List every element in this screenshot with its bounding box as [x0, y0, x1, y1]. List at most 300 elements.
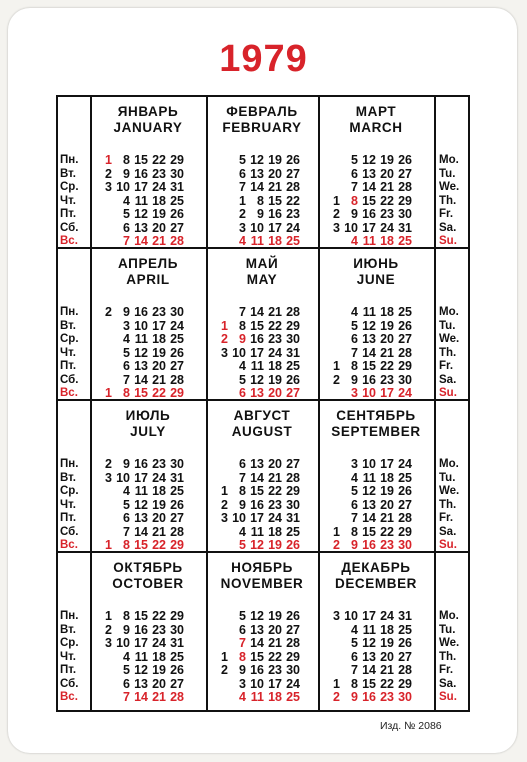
week-row [94, 347, 184, 361]
day-number: 20 [152, 359, 166, 373]
day-number: 1 [105, 609, 112, 623]
weekday-label: Mo. [439, 306, 459, 318]
day-number: 8 [351, 193, 358, 208]
day-number: 10 [250, 220, 264, 235]
day-number: 2 [333, 690, 340, 704]
day-number: 14 [362, 345, 376, 360]
week-row [322, 333, 412, 347]
day-number: 18 [380, 470, 394, 485]
day-number: 15 [362, 193, 376, 208]
day-number: 4 [123, 332, 130, 346]
day-number: 24 [398, 386, 412, 400]
day-number: 11 [362, 234, 376, 248]
day-number: 21 [380, 180, 394, 194]
day-number: 13 [134, 511, 148, 525]
day-number: 7 [123, 234, 130, 248]
day-number: 3 [221, 345, 228, 360]
day-number: 30 [170, 622, 184, 637]
day-number: 11 [250, 524, 264, 539]
day-number: 5 [123, 663, 130, 677]
month-name-en: SEPTEMBER [331, 424, 421, 439]
day-number: 16 [250, 332, 264, 346]
day-number: 18 [268, 690, 282, 704]
day-number: 25 [398, 305, 412, 319]
day-number: 15 [250, 484, 264, 498]
day-number: 22 [286, 193, 300, 208]
day-number: 30 [170, 166, 184, 181]
day-number: 25 [398, 622, 412, 637]
day-number: 19 [152, 345, 166, 360]
day-number: 8 [123, 538, 130, 552]
day-number: 14 [362, 663, 376, 677]
weekday-label: We. [439, 181, 460, 193]
day-number: 29 [398, 676, 412, 691]
day-number: 14 [134, 234, 148, 248]
day-number: 17 [152, 318, 166, 333]
month-name-ru: ИЮЛЬ [125, 408, 171, 423]
week-row [94, 678, 184, 692]
day-number: 3 [351, 386, 358, 400]
day-number: 19 [380, 153, 394, 167]
week-row [210, 374, 300, 388]
day-number: 13 [250, 457, 264, 471]
empty-cell [322, 181, 340, 195]
day-number: 24 [268, 345, 282, 360]
day-number: 29 [398, 193, 412, 208]
day-number: 19 [380, 318, 394, 333]
day-number: 7 [351, 345, 358, 360]
day-number: 4 [123, 649, 130, 664]
week-row [210, 181, 300, 195]
empty-cell [322, 320, 340, 334]
week-row [94, 168, 184, 182]
weekday-label: Ср. [60, 333, 79, 345]
week-row [94, 691, 184, 705]
week-row [210, 499, 300, 513]
day-number: 26 [286, 153, 300, 167]
week-row [322, 168, 412, 182]
day-number: 30 [170, 457, 184, 471]
week-row [210, 347, 300, 361]
day-number: 22 [152, 538, 166, 552]
day-number: 9 [239, 497, 246, 512]
weekday-label: Fr. [439, 360, 454, 372]
day-number: 18 [268, 524, 282, 539]
day-number: 29 [286, 484, 300, 498]
weekday-label: Fr. [439, 512, 454, 524]
day-number: 31 [170, 180, 184, 194]
day-number: 15 [134, 538, 148, 552]
day-number: 11 [362, 470, 376, 485]
day-number: 18 [152, 332, 166, 346]
day-number: 8 [351, 676, 358, 691]
week-row [322, 526, 412, 540]
week-row [322, 154, 412, 168]
day-number: 2 [105, 166, 112, 181]
day-number: 17 [250, 511, 264, 525]
weekday-labels-ru [60, 154, 105, 249]
weekday-label: Ср. [60, 485, 79, 497]
day-number: 14 [362, 511, 376, 525]
day-number: 31 [398, 220, 412, 235]
day-number: 21 [152, 234, 166, 248]
day-number: 25 [286, 690, 300, 704]
week-row [94, 485, 184, 499]
day-number: 12 [250, 538, 264, 552]
day-number: 28 [398, 180, 412, 194]
weekday-labels-en [439, 610, 484, 705]
day-number: 2 [105, 305, 112, 319]
weekday-label: Sa. [439, 677, 457, 690]
day-number: 11 [134, 649, 148, 664]
week-row [322, 664, 412, 678]
day-number: 4 [123, 193, 130, 208]
week-row [94, 624, 184, 638]
day-number: 27 [286, 166, 300, 181]
day-number: 17 [250, 345, 264, 360]
weekday-label: Чт. [60, 194, 76, 207]
day-number: 26 [170, 497, 184, 512]
empty-cell [322, 154, 340, 168]
day-number: 10 [362, 457, 376, 471]
day-number: 9 [351, 538, 358, 552]
day-number: 14 [250, 180, 264, 194]
month-header-october [90, 551, 206, 603]
day-number: 29 [286, 649, 300, 664]
day-number: 23 [286, 207, 300, 221]
week-row [322, 320, 412, 334]
day-number: 4 [239, 234, 246, 248]
day-number: 17 [134, 636, 148, 650]
day-number: 5 [239, 538, 246, 552]
day-number: 22 [380, 359, 394, 373]
day-number: 9 [123, 457, 130, 471]
weekday-label: Th. [439, 650, 457, 663]
day-number: 3 [105, 470, 112, 485]
day-number: 21 [268, 470, 282, 485]
weekday-label: Th. [439, 498, 457, 511]
day-number: 26 [170, 207, 184, 221]
day-number: 9 [351, 207, 358, 221]
empty-cell [210, 168, 228, 182]
empty-cell [322, 664, 340, 678]
day-number: 23 [268, 663, 282, 677]
month-name-ru: СЕНТЯБРЬ [336, 408, 416, 423]
day-number: 10 [250, 676, 264, 691]
day-number: 1 [221, 318, 228, 333]
week-row [94, 499, 184, 513]
day-number: 18 [380, 622, 394, 637]
day-number: 9 [239, 663, 246, 677]
empty-cell [210, 360, 228, 374]
day-number: 19 [268, 153, 282, 167]
day-number: 26 [286, 609, 300, 623]
day-number: 6 [351, 497, 358, 512]
week-row [94, 320, 184, 334]
day-number: 12 [362, 153, 376, 167]
week-row [210, 195, 300, 209]
day-number: 7 [351, 511, 358, 525]
day-number: 23 [152, 622, 166, 637]
day-number: 27 [398, 332, 412, 346]
day-number: 3 [351, 457, 358, 471]
day-number: 28 [398, 663, 412, 677]
empty-cell [210, 678, 228, 692]
day-number: 12 [134, 497, 148, 512]
day-number: 6 [239, 622, 246, 637]
week-row [94, 512, 184, 526]
day-number: 31 [170, 470, 184, 485]
day-number: 24 [170, 318, 184, 333]
month-header-september [318, 399, 434, 451]
month-name-ru: ИЮНЬ [353, 256, 399, 271]
day-number: 26 [398, 484, 412, 498]
day-number: 29 [170, 609, 184, 623]
day-number: 22 [152, 386, 166, 400]
month-name-ru: МАЙ [245, 256, 279, 271]
weekday-labels-en [439, 306, 484, 401]
empty-cell [210, 222, 228, 236]
day-number: 15 [362, 676, 376, 691]
empty-cell [210, 181, 228, 195]
week-row [210, 222, 300, 236]
week-row [322, 222, 412, 236]
day-number: 29 [170, 153, 184, 167]
day-number: 13 [250, 166, 264, 181]
day-number: 7 [239, 180, 246, 194]
day-number: 28 [398, 345, 412, 360]
day-number: 29 [286, 318, 300, 333]
month-name-en: NOVEMBER [220, 576, 304, 591]
week-row [322, 458, 412, 472]
week-row [322, 610, 412, 624]
day-number: 12 [134, 663, 148, 677]
day-number: 20 [380, 497, 394, 512]
month-name-ru: АПРЕЛЬ [117, 256, 179, 271]
day-number: 3 [333, 220, 340, 235]
empty-cell [210, 208, 228, 222]
day-number: 27 [286, 386, 300, 400]
day-number: 13 [250, 622, 264, 637]
week-row [322, 208, 412, 222]
day-number: 31 [170, 636, 184, 650]
day-number: 22 [380, 524, 394, 539]
day-number: 28 [170, 234, 184, 248]
day-number: 8 [257, 193, 264, 208]
weekday-label: Tu. [439, 623, 456, 636]
day-number: 30 [398, 538, 412, 552]
weekday-label: Пт. [60, 360, 77, 372]
day-number: 15 [362, 359, 376, 373]
week-row [94, 306, 184, 320]
day-number: 9 [123, 305, 130, 319]
day-number: 23 [268, 332, 282, 346]
day-number: 19 [268, 609, 282, 623]
month-name-en: FEBRUARY [222, 120, 302, 135]
day-number: 21 [268, 180, 282, 194]
day-number: 5 [123, 207, 130, 221]
day-number: 18 [268, 234, 282, 248]
day-number: 11 [362, 622, 376, 637]
day-number: 17 [380, 386, 394, 400]
day-number: 17 [362, 220, 376, 235]
empty-cell [210, 691, 228, 705]
weekday-label: Пн. [60, 154, 79, 166]
day-number: 26 [286, 538, 300, 552]
day-number: 5 [239, 609, 246, 623]
day-number: 6 [239, 457, 246, 471]
weekday-label: Sa. [439, 525, 457, 538]
day-number: 25 [170, 484, 184, 498]
day-number: 12 [250, 609, 264, 623]
month-header-december [318, 551, 434, 603]
grid-line [434, 95, 436, 712]
day-number: 8 [351, 359, 358, 373]
day-number: 1 [105, 153, 112, 167]
day-number: 10 [134, 318, 148, 333]
day-number: 20 [268, 622, 282, 637]
weekday-label: Th. [439, 346, 457, 359]
day-number: 1 [105, 386, 112, 400]
day-number: 11 [134, 332, 148, 346]
week-row [210, 526, 300, 540]
day-number: 2 [333, 538, 340, 552]
month-name-en: MARCH [349, 120, 403, 135]
day-number: 11 [250, 359, 264, 373]
day-number: 13 [134, 359, 148, 373]
day-number: 13 [362, 166, 376, 181]
weekday-label: Вс. [60, 235, 78, 247]
week-row [210, 624, 300, 638]
grid-line [56, 710, 470, 712]
weekday-label: Пн. [60, 458, 79, 470]
empty-cell [322, 472, 340, 486]
day-number: 4 [351, 470, 358, 485]
day-number: 22 [380, 676, 394, 691]
week-row [210, 333, 300, 347]
day-number: 27 [398, 497, 412, 512]
week-row [94, 222, 184, 236]
week-row [210, 458, 300, 472]
week-row [322, 306, 412, 320]
weekday-label: Чт. [60, 650, 76, 663]
day-number: 5 [351, 153, 358, 167]
day-number: 2 [105, 457, 112, 471]
empty-cell [210, 154, 228, 168]
day-number: 13 [362, 649, 376, 664]
week-row [94, 374, 184, 388]
month-header-june [318, 247, 434, 299]
day-number: 9 [257, 207, 264, 221]
calendar-year: 1979 [219, 38, 308, 80]
week-row [94, 195, 184, 209]
day-number: 10 [116, 180, 130, 194]
empty-cell [210, 610, 228, 624]
week-row [322, 678, 412, 692]
day-number: 24 [152, 470, 166, 485]
day-number: 17 [380, 457, 394, 471]
day-number: 4 [351, 234, 358, 248]
month-header-august [206, 399, 318, 451]
day-number: 21 [380, 663, 394, 677]
weekday-label: Fr. [439, 664, 454, 676]
day-number: 23 [152, 166, 166, 181]
day-number: 16 [250, 663, 264, 677]
day-number: 8 [123, 386, 130, 400]
weekday-labels-en [439, 154, 484, 249]
empty-cell [322, 168, 340, 182]
day-number: 21 [380, 511, 394, 525]
week-row [94, 208, 184, 222]
week-row [94, 651, 184, 665]
day-number: 25 [286, 524, 300, 539]
month-name-en: APRIL [126, 272, 170, 287]
month-name-ru: НОЯБРЬ [231, 560, 293, 575]
empty-cell [210, 195, 228, 209]
day-number: 11 [250, 234, 264, 248]
weekday-label: Пн. [60, 610, 79, 622]
day-number: 10 [232, 345, 246, 360]
week-row [322, 637, 412, 651]
day-number: 25 [398, 470, 412, 485]
week-row [322, 360, 412, 374]
day-number: 19 [152, 207, 166, 221]
day-number: 1 [333, 524, 340, 539]
day-number: 24 [380, 220, 394, 235]
week-row [210, 678, 300, 692]
day-number: 5 [351, 636, 358, 650]
weekday-label: Ср. [60, 181, 79, 193]
day-number: 12 [250, 153, 264, 167]
day-number: 1 [239, 193, 246, 208]
day-number: 16 [250, 497, 264, 512]
day-number: 2 [105, 622, 112, 637]
day-number: 14 [134, 524, 148, 539]
day-number: 28 [398, 511, 412, 525]
day-number: 23 [380, 538, 394, 552]
day-number: 17 [362, 609, 376, 623]
month-name-en: JANUARY [113, 120, 183, 135]
week-row [322, 624, 412, 638]
week-row [94, 637, 184, 651]
day-number: 10 [362, 386, 376, 400]
weekday-label: Пт. [60, 512, 77, 524]
week-row [210, 691, 300, 705]
day-number: 4 [239, 690, 246, 704]
weekday-label: We. [439, 485, 460, 497]
empty-cell [322, 624, 340, 638]
weekday-label: Tu. [439, 319, 456, 332]
day-number: 20 [152, 511, 166, 525]
day-number: 29 [398, 524, 412, 539]
empty-cell [210, 637, 228, 651]
day-number: 20 [152, 676, 166, 691]
day-number: 1 [105, 538, 112, 552]
day-number: 28 [170, 524, 184, 539]
day-number: 29 [398, 359, 412, 373]
empty-cell [210, 624, 228, 638]
day-number: 1 [221, 484, 228, 498]
weekday-label: Сб. [60, 373, 79, 386]
day-number: 26 [398, 153, 412, 167]
day-number: 15 [250, 318, 264, 333]
empty-cell [322, 651, 340, 665]
calendar-grid [56, 95, 470, 712]
week-row [210, 472, 300, 486]
day-number: 1 [333, 359, 340, 373]
day-number: 6 [123, 511, 130, 525]
day-number: 6 [351, 332, 358, 346]
